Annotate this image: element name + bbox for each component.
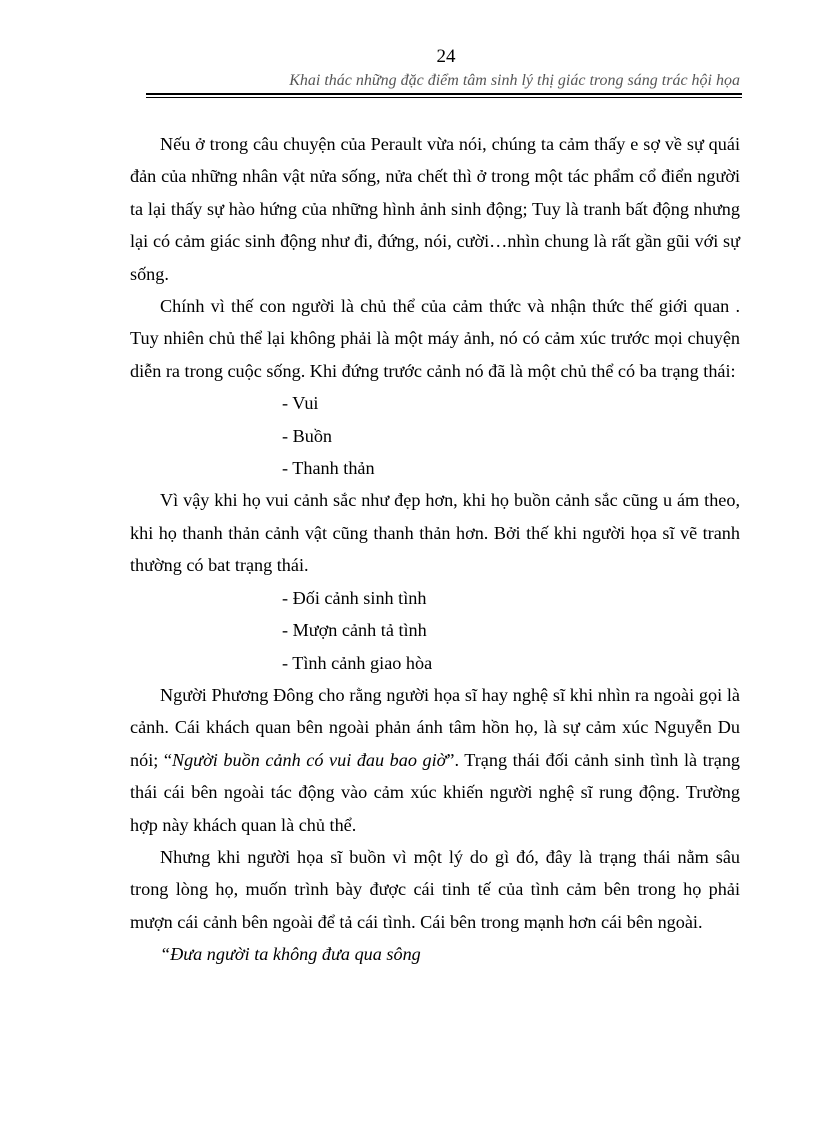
list-item: - Tình cảnh giao hòa xyxy=(282,652,433,673)
paragraph-2: Chính vì thế con người là chủ thể của cảm thức và nhận thức thế giới quan . Tuy nhiên chủ thể lại không phải là một máy ảnh, nó có cảm xúc trước mọi chuyện diễn ra trong cuộc sống. Khi đứng trước cảnh nó đã là một chủ thể có ba trạng thái: xyxy=(130,296,740,381)
list-item: - Thanh thản xyxy=(282,458,375,479)
paragraph-4 xyxy=(130,679,740,841)
list-item: - Vui xyxy=(282,393,319,414)
page-number: 24 xyxy=(436,46,456,67)
page-header xyxy=(146,46,742,98)
document-body xyxy=(130,128,740,971)
header-rule-thin xyxy=(146,97,742,98)
header-rule-thick xyxy=(146,93,742,95)
poem-quote-line: “Đưa người ta không đưa qua sông xyxy=(160,944,421,965)
list-item: - Mượn cảnh tả tình xyxy=(282,620,427,641)
paragraph-5: Nhưng khi người họa sĩ buồn vì một lý do gì đó, đây là trạng thái nằm sâu trong lòng họ, muốn trình bày được cái tinh tế của tình cảm bên trong họ phải mượn cái cảnh bên ngoài để tả cái tình. Cái bên trong mạnh hơn cái bên ngoài. xyxy=(130,846,740,932)
list-item: - Buồn xyxy=(282,425,333,446)
paragraph-3: Vì vậy khi họ vui cảnh sắc như đẹp hơn, khi họ buồn cảnh sắc cũng u ám theo, khi họ thanh thản cảnh vật cũng thanh thản hơn. Bởi thế khi người họa sĩ vẽ tranh thường có bat trạng thái. xyxy=(130,490,740,576)
list-item: - Đối cảnh sinh tình xyxy=(282,587,427,608)
nguyen-du-quote: Người buồn cảnh có vui đau bao giờ xyxy=(171,749,447,770)
paragraph-4-text-before: Người Phương Đông cho rằng người họa sĩ hay nghệ sĩ khi nhìn ra ngoài gọi là cảnh. Cái khách quan bên ngoài phản ánh tâm hồn họ, là sự cảm xúc Nguyễn Du nói; “ xyxy=(130,684,740,770)
paragraph-4-text-after: ”. Trạng thái đối cảnh sinh tình là trạng thái cái bên ngoài tác động vào cảm xúc khiến người nghệ sĩ rung động. Trường hợp này khách quan là chủ thể. xyxy=(130,749,741,835)
running-title: Khai thác những đặc điểm tâm sinh lý thị giác trong sáng trác hội họa xyxy=(289,72,740,89)
paragraph-1: Nếu ở trong câu chuyện của Perault vừa nói, chúng ta cảm thấy e sợ về sự quái đản của những nhân vật nửa sống, nửa chết thì ở trong một tác phẩm cổ điển người ta lại thấy sự hào hứng của những hình ảnh sinh động; Tuy là tranh bất động nhưng lại có cảm giác sinh động như đi, đứng, nói, cười…nhìn chung là rất gần gũi với sự sống. xyxy=(130,134,740,284)
